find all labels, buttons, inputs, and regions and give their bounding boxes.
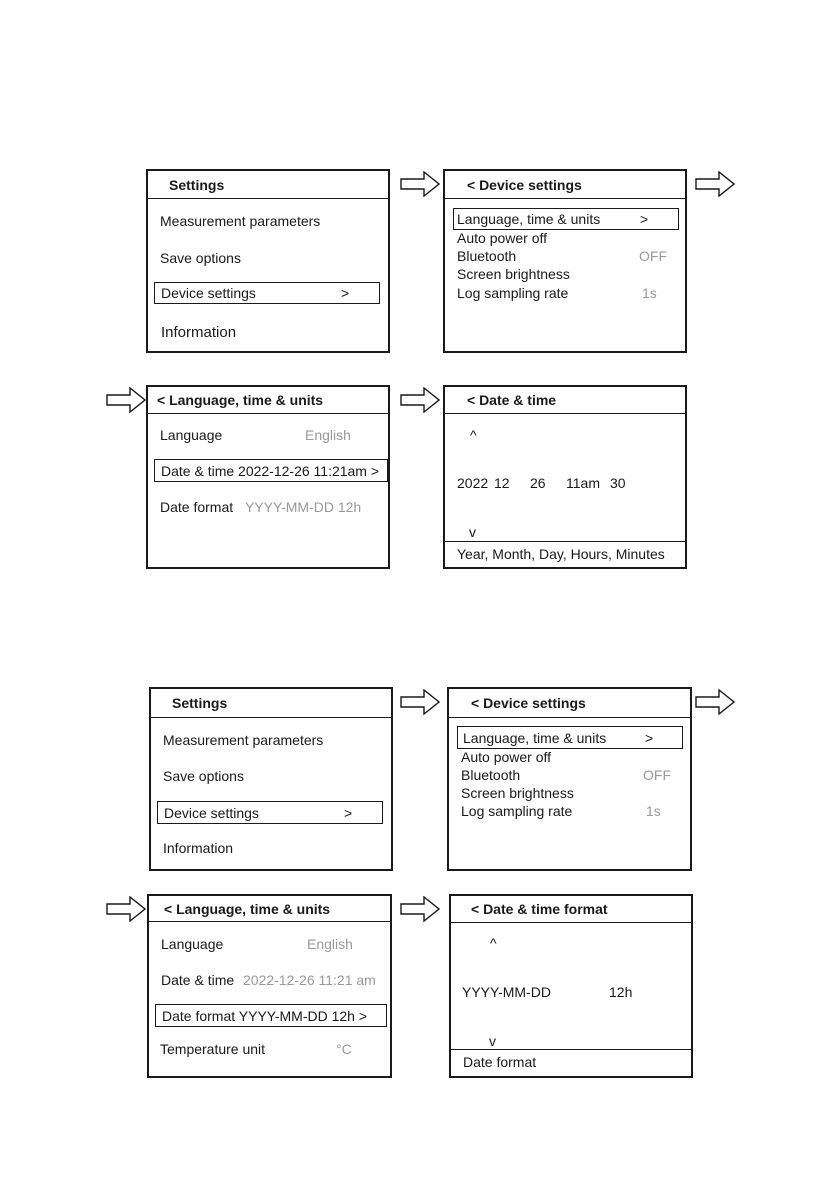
flow-arrow-icon [106,896,146,922]
log-sampling-rate-value: 1s [642,285,657,301]
language-label[interactable]: Language [161,936,224,952]
device-settings-screen-bottom [447,687,692,871]
increase-arrow-icon[interactable]: ^ [470,427,477,443]
date-time-screen [443,385,687,569]
screen-header [149,896,390,922]
date-format-option[interactable]: YYYY-MM-DD [462,984,551,1000]
day-value[interactable]: 26 [530,475,546,491]
device-settings-screen-top [443,169,687,353]
date-format-label[interactable]: Date format [160,499,234,515]
screen-header [451,896,691,923]
menu-item-label: Language, time & units [457,211,601,227]
menu-item-log-sampling-rate[interactable]: Log sampling rate [461,803,573,819]
screen-header [445,387,685,414]
screen-title: < Device settings [467,176,582,193]
language-time-units-screen-top [146,385,390,569]
chevron-right-icon: > [344,805,353,821]
menu-item-information[interactable]: Information [163,840,234,856]
date-time-row-text: Date & time 2022-12-26 11:21am > [161,463,380,479]
menu-item-measurement-parameters[interactable]: Measurement parameters [163,732,324,748]
menu-item-language-time-units[interactable] [453,208,679,230]
increase-arrow-icon[interactable]: ^ [490,935,497,951]
language-value: English [305,427,351,443]
settings-screen-bottom [149,687,393,871]
hour-format-option[interactable]: 12h [609,984,633,1000]
language-label[interactable]: Language [160,427,223,443]
minute-value[interactable]: 30 [610,475,626,491]
bluetooth-value: OFF [643,767,671,783]
menu-item-device-settings[interactable] [157,801,383,824]
menu-item-auto-power-off[interactable]: Auto power off [461,749,552,765]
chevron-right-icon: > [645,730,654,746]
flow-arrow-icon [695,689,735,715]
decrease-arrow-icon[interactable]: v [489,1033,496,1049]
date-format-value: YYYY-MM-DD 12h [245,499,362,515]
screen-header [148,387,388,414]
screen-title: Settings [172,695,228,711]
menu-item-save-options[interactable]: Save options [160,250,241,266]
menu-item-screen-brightness[interactable]: Screen brightness [461,785,574,801]
temperature-unit-value: °C [336,1041,352,1057]
temperature-unit-label[interactable]: Temperature unit [160,1041,266,1057]
menu-item-date-format[interactable] [155,1004,387,1027]
date-time-label[interactable]: Date & time [161,972,235,988]
language-value: English [307,936,353,952]
menu-item-date-time[interactable] [154,459,388,482]
menu-item-log-sampling-rate[interactable]: Log sampling rate [457,285,569,301]
screen-title: Settings [169,176,225,193]
menu-item-save-options[interactable]: Save options [163,768,244,784]
screen-header [151,689,391,718]
menu-item-information[interactable]: Information [161,324,237,341]
hint-footer [445,541,685,567]
date-time-value: 2022-12-26 11:21 am [243,972,376,988]
menu-item-language-time-units[interactable] [457,726,683,749]
screen-header [449,689,690,718]
flow-arrow-icon [400,387,440,413]
chevron-right-icon: > [341,285,350,301]
screen-title: < Language, time & units [157,392,324,408]
menu-item-label: Language, time & units [463,730,607,746]
flow-arrow-icon [695,171,735,197]
screen-header [148,171,388,199]
date-time-format-screen [449,894,693,1078]
screen-header [445,171,685,199]
menu-item-auto-power-off[interactable]: Auto power off [457,230,548,246]
flow-arrow-icon [400,896,440,922]
date-format-row-text: Date format YYYY-MM-DD 12h > [162,1008,368,1024]
screen-title: < Date & time [467,392,557,408]
flow-arrow-icon [400,689,440,715]
screen-title: < Date & time format [471,901,608,917]
screen-title: < Device settings [471,695,586,711]
menu-item-bluetooth[interactable]: Bluetooth [461,767,521,783]
chevron-right-icon: > [640,211,649,227]
flow-arrow-icon [400,171,440,197]
language-time-units-screen-bottom [147,894,392,1078]
hint-text: Year, Month, Day, Hours, Minutes [457,546,665,562]
menu-item-label: Device settings [161,285,256,301]
hour-value[interactable]: 11am [566,475,600,491]
menu-item-device-settings[interactable] [154,282,380,304]
month-value[interactable]: 12 [494,475,510,491]
bluetooth-value: OFF [639,248,667,264]
hint-text: Date format [463,1054,537,1070]
menu-item-screen-brightness[interactable]: Screen brightness [457,266,570,282]
flow-arrow-icon [106,387,146,413]
menu-item-measurement-parameters[interactable]: Measurement parameters [160,213,321,229]
hint-footer [451,1049,691,1076]
menu-item-bluetooth[interactable]: Bluetooth [457,248,517,264]
log-sampling-rate-value: 1s [646,803,661,819]
settings-screen-top [146,169,390,353]
screen-title: < Language, time & units [164,900,331,917]
decrease-arrow-icon[interactable]: v [469,524,476,540]
menu-item-label: Device settings [164,805,259,821]
year-value[interactable]: 2022 [457,475,489,491]
